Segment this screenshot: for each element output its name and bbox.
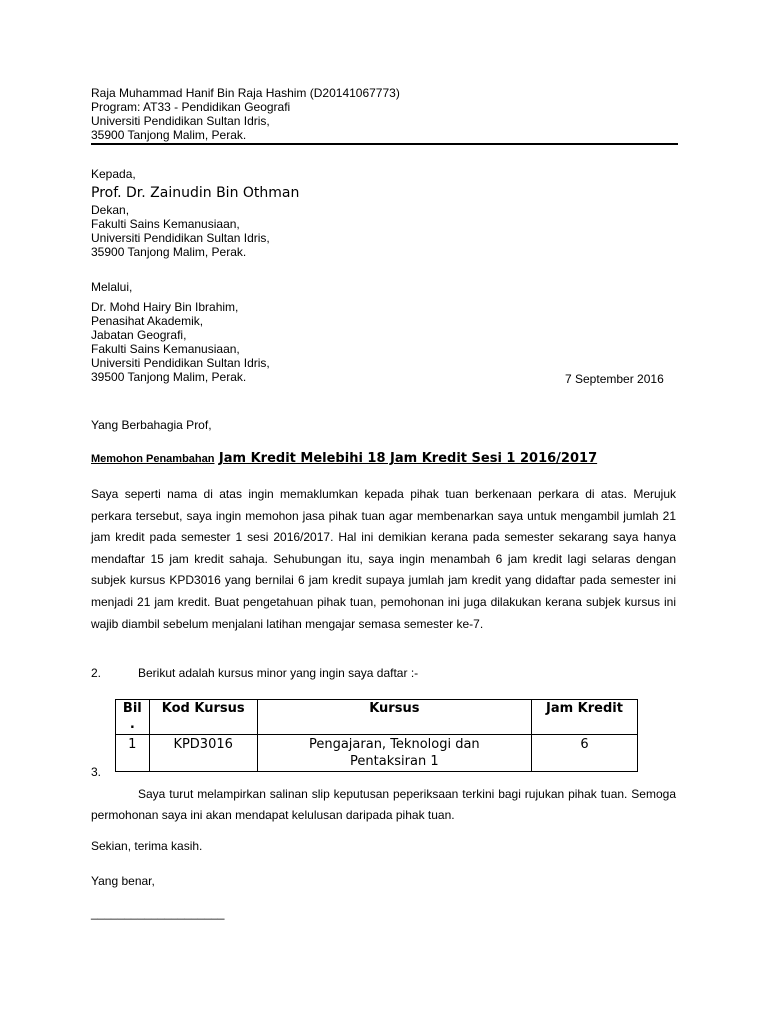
via-line: Universiti Pendidikan Sultan Idris, [91, 356, 270, 370]
letter-date: 7 September 2016 [565, 372, 664, 386]
sender-address [91, 86, 400, 142]
cell-bil: 1 [116, 735, 150, 772]
table-row [116, 735, 638, 772]
header-divider [91, 143, 678, 145]
header-bil: Bil . [116, 700, 150, 735]
sender-city: 35900 Tanjong Malim, Perak. [91, 128, 247, 142]
cell-jam-kredit: 6 [531, 735, 637, 772]
cell-kod-kursus: KPD3016 [149, 735, 257, 772]
item-number: 3. [91, 765, 102, 779]
via-line: Penasihat Akademik, [91, 314, 204, 328]
header-kod-kursus: Kod Kursus [149, 700, 257, 735]
via-address [91, 300, 270, 384]
subject-main: Jam Kredit Melebihi 18 Jam Kredit Sesi 1 2016/2017 [218, 451, 598, 466]
recipient-name: Prof. Dr. Zainudin Bin Othman [91, 185, 300, 201]
recipient-line: Universiti Pendidikan Sultan Idris, [91, 231, 270, 245]
body-paragraph: Saya seperti nama di atas ingin memaklumkan kepada pihak tuan berkenaan perkara di atas. Merujuk perkara tersebut, saya ingin memohon jasa pihak tuan agar membenarkan saya untuk mengambil jumlah 21 jam kredit pada semester 1 sesi 2016/2017. Hal ini demikian kerana pada semester sekarang saya hanya mendaftar 15 jam kredit sahaja. Sehubungan itu, saya ingin menambah 6 jam kredit lagi selaras dengan subjek kursus KPD3016 yang bernilai 6 jam kredit supaya jumlah jam kredit yang didaftar pada semester ini menjadi 21 jam kredit. Buat pengetahuan pihak tuan, pemohonan ini juga dilakukan kerana subjek kursus ini wajib diambil sebelum menjalani latihan mengajar semasa semester ke-7. [91, 487, 676, 631]
melalui-label: Melalui, [91, 280, 133, 294]
table-header-row [116, 700, 638, 735]
salutation: Yang Berbahagia Prof, [91, 418, 212, 432]
via-line: Fakulti Sains Kemanusiaan, [91, 342, 240, 356]
item-text: Berikut adalah kursus minor yang ingin saya daftar :- [138, 666, 419, 680]
header-kursus: Kursus [257, 700, 531, 735]
recipient-line: Dekan, [91, 203, 130, 217]
course-table [115, 699, 638, 772]
closing: Sekian, terima kasih. [91, 839, 203, 853]
sender-name: Raja Muhammad Hanif Bin Raja Hashim (D20141067773) [91, 86, 400, 100]
item-text: Saya turut melampirkan salinan slip keputusan peperiksaan terkini bagi rujukan pihak tuan. Semoga permohonan saya ini akan mendapat kelulusan daripada pihak tuan. [91, 787, 676, 822]
cell-kursus: Pengajaran, Teknologi dan Pentaksiran 1 [257, 735, 531, 772]
item-number: 2. [91, 666, 102, 680]
recipient-line: 35900 Tanjong Malim, Perak. [91, 245, 247, 259]
header-jam-kredit: Jam Kredit [531, 700, 637, 735]
signoff: Yang benar, [91, 874, 155, 888]
sender-program: Program: AT33 - Pendidikan Geografi [91, 100, 291, 114]
via-line: 39500 Tanjong Malim, Perak. [91, 370, 247, 384]
kepada-label: Kepada, [91, 167, 136, 181]
sender-university: Universiti Pendidikan Sultan Idris, [91, 114, 270, 128]
via-line: Jabatan Geografi, [91, 328, 187, 342]
recipient-line: Fakulti Sains Kemanusiaan, [91, 217, 240, 231]
via-line: Dr. Mohd Hairy Bin Ibrahim, [91, 300, 239, 314]
subject-line [91, 449, 597, 467]
recipient-address [91, 203, 270, 259]
signature-line: ____________________ [91, 906, 225, 920]
subject-prefix: Memohon Penambahan [91, 453, 215, 465]
